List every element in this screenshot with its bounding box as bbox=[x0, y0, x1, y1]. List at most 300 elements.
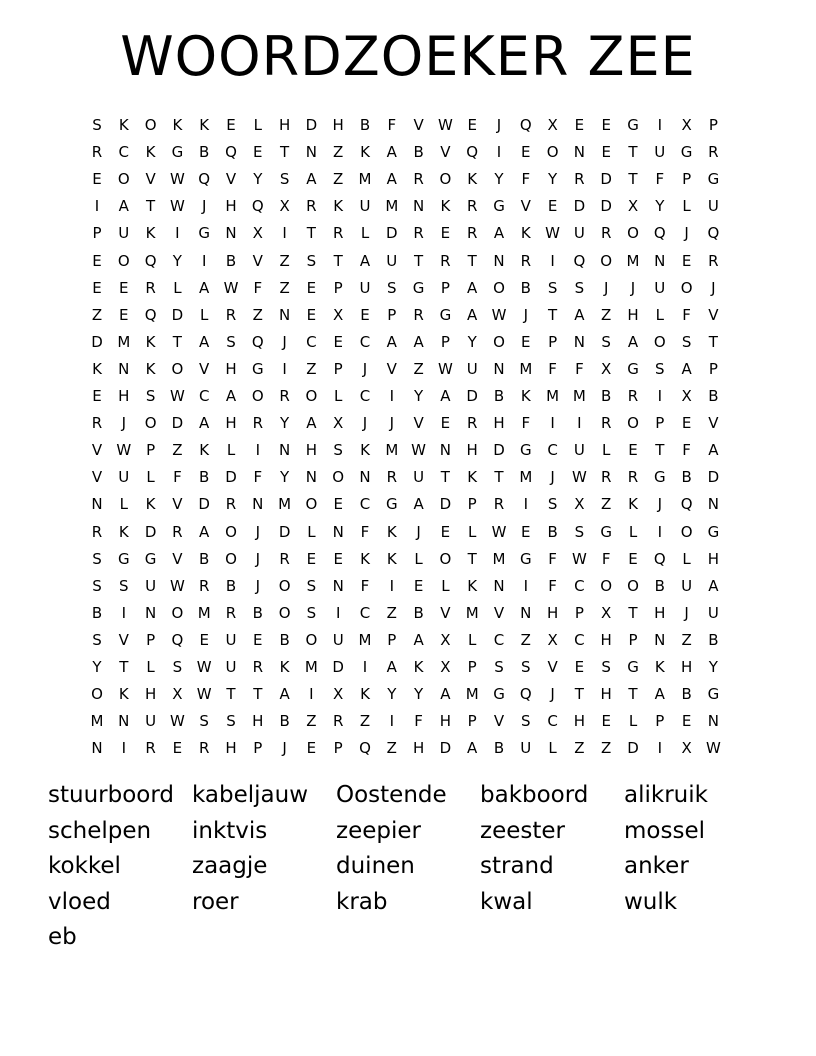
grid-letter[interactable]: N bbox=[118, 359, 130, 378]
grid-letter[interactable]: J bbox=[362, 414, 368, 433]
grid-letter[interactable]: E bbox=[306, 549, 317, 568]
grid-letter[interactable]: L bbox=[628, 522, 638, 541]
grid-letter[interactable]: K bbox=[145, 143, 156, 162]
grid-letter[interactable]: O bbox=[251, 387, 264, 405]
grid-letter[interactable]: O bbox=[680, 278, 693, 297]
grid-letter[interactable]: Q bbox=[144, 251, 157, 270]
grid-letter[interactable]: S bbox=[226, 332, 236, 351]
grid-letter[interactable]: S bbox=[306, 603, 317, 622]
grid-letter[interactable]: B bbox=[413, 603, 424, 622]
grid-letter[interactable]: P bbox=[146, 441, 156, 460]
grid-letter[interactable]: X bbox=[440, 658, 451, 676]
grid-letter[interactable]: H bbox=[225, 414, 237, 433]
grid-letter[interactable]: S bbox=[279, 170, 290, 189]
grid-letter[interactable]: O bbox=[144, 116, 157, 134]
grid-letter[interactable]: E bbox=[601, 116, 611, 134]
grid-letter[interactable]: B bbox=[708, 387, 719, 405]
grid-letter[interactable]: I bbox=[121, 603, 127, 622]
grid-letter[interactable]: G bbox=[519, 549, 532, 568]
grid-letter[interactable]: N bbox=[278, 305, 291, 324]
grid-letter[interactable]: R bbox=[574, 170, 585, 189]
grid-letter[interactable]: P bbox=[574, 603, 584, 622]
grid-letter[interactable]: J bbox=[362, 359, 368, 378]
grid-letter[interactable]: O bbox=[493, 332, 505, 351]
grid-letter[interactable]: X bbox=[279, 197, 290, 216]
grid-letter[interactable]: A bbox=[386, 143, 397, 162]
grid-letter[interactable]: W bbox=[116, 441, 132, 460]
grid-letter[interactable]: G bbox=[707, 685, 720, 704]
grid-letter[interactable]: P bbox=[467, 658, 477, 676]
grid-letter[interactable]: H bbox=[627, 305, 639, 324]
grid-letter[interactable]: G bbox=[707, 170, 720, 189]
grid-letter[interactable]: V bbox=[547, 658, 558, 676]
grid-letter[interactable]: A bbox=[413, 630, 424, 649]
grid-letter[interactable]: P bbox=[387, 630, 397, 649]
grid-letter[interactable]: E bbox=[253, 143, 263, 162]
grid-letter[interactable]: F bbox=[682, 441, 691, 460]
grid-letter[interactable]: A bbox=[199, 522, 210, 541]
grid-letter[interactable]: K bbox=[360, 549, 370, 568]
grid-letter[interactable]: A bbox=[467, 278, 478, 297]
grid-letter[interactable]: A bbox=[413, 495, 424, 514]
grid-letter[interactable]: I bbox=[121, 739, 127, 758]
grid-letter[interactable]: Q bbox=[198, 170, 211, 189]
grid-letter[interactable]: R bbox=[198, 576, 210, 595]
grid-letter[interactable]: Y bbox=[414, 387, 424, 405]
grid-letter[interactable]: J bbox=[550, 468, 555, 487]
grid-letter[interactable]: R bbox=[91, 414, 103, 433]
grid-letter[interactable]: W bbox=[571, 549, 587, 568]
grid-letter[interactable]: L bbox=[628, 712, 638, 731]
grid-letter[interactable]: Q bbox=[653, 549, 666, 568]
grid-letter[interactable]: G bbox=[412, 278, 425, 297]
grid-letter[interactable]: F bbox=[655, 170, 665, 189]
grid-letter[interactable]: X bbox=[333, 305, 344, 324]
grid-letter[interactable]: Z bbox=[601, 495, 612, 514]
grid-letter[interactable]: I bbox=[657, 522, 663, 541]
grid-letter[interactable]: I bbox=[523, 576, 529, 595]
grid-letter[interactable]: R bbox=[466, 414, 478, 433]
grid-letter[interactable]: J bbox=[630, 278, 636, 297]
grid-letter[interactable]: R bbox=[600, 224, 612, 243]
grid-letter[interactable]: T bbox=[655, 441, 665, 460]
grid-letter[interactable]: T bbox=[414, 251, 424, 270]
grid-letter[interactable]: G bbox=[117, 549, 130, 568]
grid-letter[interactable]: A bbox=[199, 332, 210, 351]
grid-letter[interactable]: K bbox=[467, 468, 478, 487]
grid-letter[interactable]: T bbox=[628, 603, 638, 622]
grid-letter[interactable]: Z bbox=[359, 712, 371, 731]
grid-letter[interactable]: F bbox=[253, 278, 263, 297]
grid-letter[interactable]: I bbox=[255, 441, 261, 460]
grid-letter[interactable]: Z bbox=[279, 278, 290, 297]
grid-letter[interactable]: A bbox=[413, 332, 424, 351]
grid-letter[interactable]: Z bbox=[601, 739, 612, 758]
grid-letter[interactable]: O bbox=[171, 603, 184, 622]
grid-letter[interactable]: R bbox=[225, 305, 237, 324]
grid-letter[interactable]: U bbox=[118, 224, 130, 243]
grid-letter[interactable]: U bbox=[654, 278, 666, 297]
grid-letter[interactable]: F bbox=[253, 468, 263, 487]
grid-letter[interactable]: H bbox=[573, 712, 586, 731]
grid-letter[interactable]: R bbox=[627, 387, 639, 405]
grid-letter[interactable]: N bbox=[493, 251, 505, 270]
grid-letter[interactable]: N bbox=[412, 197, 425, 216]
grid-letter[interactable]: J bbox=[416, 522, 421, 541]
grid-letter[interactable]: W bbox=[491, 522, 507, 541]
grid-letter[interactable]: A bbox=[440, 685, 451, 704]
grid-letter[interactable]: P bbox=[92, 224, 102, 243]
grid-letter[interactable]: X bbox=[252, 224, 263, 243]
grid-letter[interactable]: N bbox=[707, 712, 719, 731]
grid-letter[interactable]: W bbox=[223, 278, 239, 297]
grid-letter[interactable]: E bbox=[306, 278, 317, 297]
grid-letter[interactable]: E bbox=[521, 522, 531, 541]
grid-letter[interactable]: Z bbox=[91, 305, 103, 324]
grid-letter[interactable]: O bbox=[171, 359, 184, 378]
grid-letter[interactable]: K bbox=[360, 143, 370, 162]
grid-letter[interactable]: Q bbox=[251, 332, 264, 351]
grid-letter[interactable]: S bbox=[681, 332, 692, 351]
grid-letter[interactable]: Z bbox=[520, 630, 531, 649]
grid-letter[interactable]: E bbox=[628, 441, 638, 460]
grid-letter[interactable]: U bbox=[654, 143, 666, 162]
grid-letter[interactable]: F bbox=[575, 359, 584, 378]
grid-letter[interactable]: K bbox=[467, 576, 478, 595]
grid-letter[interactable]: D bbox=[171, 414, 184, 433]
grid-letter[interactable]: R bbox=[493, 495, 505, 514]
grid-letter[interactable]: S bbox=[226, 712, 236, 731]
grid-letter[interactable]: R bbox=[332, 224, 344, 243]
grid-letter[interactable]: C bbox=[118, 143, 130, 162]
grid-letter[interactable]: J bbox=[684, 224, 689, 243]
grid-letter[interactable]: R bbox=[386, 468, 398, 487]
grid-letter[interactable]: K bbox=[333, 197, 344, 216]
grid-letter[interactable]: U bbox=[520, 739, 532, 758]
grid-letter[interactable]: C bbox=[359, 495, 371, 514]
grid-letter[interactable]: A bbox=[386, 658, 397, 676]
grid-letter[interactable]: G bbox=[198, 224, 210, 243]
grid-letter[interactable]: H bbox=[118, 387, 130, 405]
grid-letter[interactable]: J bbox=[711, 278, 716, 297]
grid-letter[interactable]: G bbox=[680, 143, 693, 162]
grid-letter[interactable]: P bbox=[467, 495, 477, 514]
grid-letter[interactable]: H bbox=[439, 712, 452, 731]
grid-letter[interactable]: I bbox=[282, 359, 287, 378]
grid-letter[interactable]: S bbox=[521, 658, 531, 676]
grid-letter[interactable]: U bbox=[573, 224, 585, 243]
grid-letter[interactable]: I bbox=[657, 739, 663, 758]
grid-letter[interactable]: T bbox=[226, 685, 236, 704]
grid-letter[interactable]: P bbox=[682, 170, 692, 189]
grid-letter[interactable]: D bbox=[171, 305, 184, 324]
grid-letter[interactable]: R bbox=[225, 603, 237, 622]
grid-letter[interactable]: M bbox=[519, 359, 533, 378]
grid-letter[interactable]: Y bbox=[172, 251, 182, 270]
grid-letter[interactable]: C bbox=[359, 387, 371, 405]
grid-letter[interactable]: P bbox=[548, 332, 558, 351]
grid-letter[interactable]: I bbox=[657, 116, 663, 134]
grid-letter[interactable]: F bbox=[548, 359, 557, 378]
grid-letter[interactable]: S bbox=[547, 495, 558, 514]
grid-letter[interactable]: M bbox=[117, 332, 131, 351]
grid-letter[interactable]: O bbox=[332, 468, 345, 487]
grid-letter[interactable]: V bbox=[225, 170, 237, 189]
grid-letter[interactable]: N bbox=[91, 739, 103, 758]
grid-letter[interactable]: F bbox=[521, 170, 531, 189]
grid-letter[interactable]: A bbox=[440, 387, 451, 405]
grid-letter[interactable]: P bbox=[333, 739, 343, 758]
grid-letter[interactable]: I bbox=[362, 658, 368, 676]
grid-letter[interactable]: U bbox=[386, 251, 398, 270]
grid-letter[interactable]: W bbox=[571, 468, 587, 487]
grid-letter[interactable]: O bbox=[439, 170, 452, 189]
grid-letter[interactable]: A bbox=[708, 441, 719, 460]
grid-letter[interactable]: D bbox=[198, 495, 210, 514]
grid-letter[interactable]: X bbox=[333, 685, 344, 704]
grid-letter[interactable]: I bbox=[657, 387, 663, 405]
grid-letter[interactable]: Z bbox=[306, 359, 317, 378]
grid-letter[interactable]: K bbox=[145, 359, 156, 378]
grid-letter[interactable]: R bbox=[466, 197, 478, 216]
grid-letter[interactable]: M bbox=[465, 603, 479, 622]
grid-letter[interactable]: Q bbox=[653, 224, 666, 243]
grid-letter[interactable]: F bbox=[387, 116, 397, 134]
grid-letter[interactable]: K bbox=[118, 522, 129, 541]
grid-letter[interactable]: O bbox=[546, 143, 559, 162]
grid-letter[interactable]: F bbox=[360, 576, 370, 595]
grid-letter[interactable]: I bbox=[201, 251, 207, 270]
grid-letter[interactable]: I bbox=[389, 576, 395, 595]
grid-letter[interactable]: B bbox=[681, 685, 692, 704]
grid-letter[interactable]: U bbox=[573, 441, 585, 460]
grid-letter[interactable]: X bbox=[547, 630, 558, 649]
grid-letter[interactable]: M bbox=[197, 603, 211, 622]
grid-letter[interactable]: H bbox=[600, 685, 612, 704]
grid-letter[interactable]: V bbox=[440, 603, 451, 622]
grid-letter[interactable]: N bbox=[118, 712, 130, 731]
grid-letter[interactable]: K bbox=[628, 495, 638, 514]
grid-letter[interactable]: D bbox=[600, 197, 612, 216]
grid-letter[interactable]: L bbox=[226, 441, 236, 460]
grid-letter[interactable]: V bbox=[145, 170, 156, 189]
grid-letter[interactable]: N bbox=[654, 251, 666, 270]
grid-letter[interactable]: F bbox=[521, 414, 531, 433]
grid-letter[interactable]: R bbox=[332, 712, 344, 731]
grid-letter[interactable]: R bbox=[466, 224, 478, 243]
grid-letter[interactable]: E bbox=[119, 305, 129, 324]
grid-letter[interactable]: G bbox=[493, 197, 505, 216]
grid-letter[interactable]: R bbox=[145, 739, 156, 758]
grid-letter[interactable]: H bbox=[680, 658, 693, 676]
grid-letter[interactable]: T bbox=[146, 197, 156, 216]
grid-letter[interactable]: T bbox=[467, 251, 477, 270]
grid-letter[interactable]: H bbox=[144, 685, 157, 704]
grid-letter[interactable]: Z bbox=[681, 630, 692, 649]
grid-letter[interactable]: A bbox=[306, 414, 317, 433]
grid-letter[interactable]: W bbox=[545, 224, 561, 243]
grid-letter[interactable]: H bbox=[305, 441, 318, 460]
grid-letter[interactable]: B bbox=[413, 143, 424, 162]
grid-letter[interactable]: S bbox=[601, 332, 611, 351]
grid-letter[interactable]: R bbox=[91, 143, 103, 162]
grid-letter[interactable]: G bbox=[144, 549, 157, 568]
grid-letter[interactable]: S bbox=[387, 278, 397, 297]
grid-letter[interactable]: F bbox=[682, 305, 691, 324]
grid-letter[interactable]: N bbox=[91, 495, 103, 514]
grid-letter[interactable]: O bbox=[117, 170, 130, 189]
grid-letter[interactable]: T bbox=[628, 143, 638, 162]
grid-letter[interactable]: B bbox=[225, 251, 237, 270]
grid-letter[interactable]: D bbox=[439, 495, 452, 514]
grid-letter[interactable]: C bbox=[306, 332, 317, 351]
grid-letter[interactable]: A bbox=[359, 251, 371, 270]
grid-letter[interactable]: T bbox=[306, 224, 316, 243]
grid-letter[interactable]: A bbox=[199, 414, 210, 433]
grid-letter[interactable]: D bbox=[144, 522, 157, 541]
grid-letter[interactable]: D bbox=[305, 116, 318, 134]
grid-letter[interactable]: T bbox=[628, 170, 638, 189]
grid-letter[interactable]: E bbox=[601, 712, 611, 731]
grid-letter[interactable]: S bbox=[655, 359, 665, 378]
grid-letter[interactable]: A bbox=[118, 197, 129, 216]
grid-letter[interactable]: L bbox=[173, 278, 182, 297]
grid-letter[interactable]: D bbox=[386, 224, 398, 243]
grid-letter[interactable]: R bbox=[413, 224, 424, 243]
grid-letter[interactable]: M bbox=[358, 630, 372, 649]
grid-letter[interactable]: B bbox=[199, 549, 210, 568]
grid-letter[interactable]: E bbox=[92, 251, 102, 270]
grid-letter[interactable]: B bbox=[601, 387, 612, 405]
grid-letter[interactable]: T bbox=[467, 549, 477, 568]
grid-letter[interactable]: H bbox=[466, 441, 478, 460]
grid-letter[interactable]: Y bbox=[280, 414, 290, 433]
grid-letter[interactable]: E bbox=[333, 495, 343, 514]
grid-letter[interactable]: O bbox=[439, 549, 452, 568]
grid-letter[interactable]: I bbox=[175, 224, 180, 243]
grid-letter[interactable]: D bbox=[573, 197, 586, 216]
grid-letter[interactable]: Q bbox=[251, 197, 264, 216]
grid-letter[interactable]: K bbox=[386, 522, 397, 541]
grid-letter[interactable]: J bbox=[523, 305, 529, 324]
grid-letter[interactable]: W bbox=[169, 170, 185, 189]
grid-letter[interactable]: S bbox=[92, 549, 102, 568]
grid-letter[interactable]: L bbox=[468, 522, 477, 541]
grid-letter[interactable]: P bbox=[655, 414, 665, 433]
grid-letter[interactable]: I bbox=[496, 143, 502, 162]
grid-letter[interactable]: S bbox=[172, 658, 183, 676]
grid-letter[interactable]: K bbox=[360, 441, 370, 460]
grid-letter[interactable]: O bbox=[305, 387, 318, 405]
grid-letter[interactable]: O bbox=[627, 576, 639, 595]
grid-letter[interactable]: V bbox=[708, 414, 719, 433]
grid-letter[interactable]: I bbox=[94, 197, 100, 216]
grid-letter[interactable]: E bbox=[253, 630, 263, 649]
grid-letter[interactable]: M bbox=[465, 685, 479, 704]
grid-letter[interactable]: Z bbox=[386, 739, 397, 758]
grid-letter[interactable]: L bbox=[146, 658, 155, 676]
grid-letter[interactable]: E bbox=[521, 332, 531, 351]
grid-letter[interactable]: E bbox=[306, 305, 317, 324]
grid-letter[interactable]: I bbox=[523, 495, 529, 514]
grid-letter[interactable]: U bbox=[118, 468, 130, 487]
grid-letter[interactable]: H bbox=[654, 603, 666, 622]
grid-letter[interactable]: O bbox=[305, 495, 318, 514]
grid-letter[interactable]: E bbox=[681, 414, 692, 433]
grid-letter[interactable]: V bbox=[91, 441, 103, 460]
grid-letter[interactable]: L bbox=[682, 549, 691, 568]
grid-letter[interactable]: V bbox=[118, 630, 129, 649]
grid-letter[interactable]: E bbox=[440, 414, 451, 433]
grid-letter[interactable]: K bbox=[413, 658, 424, 676]
grid-letter[interactable]: P bbox=[440, 278, 450, 297]
grid-letter[interactable]: H bbox=[546, 603, 559, 622]
grid-letter[interactable]: E bbox=[574, 658, 585, 676]
grid-letter[interactable]: H bbox=[412, 739, 425, 758]
grid-letter[interactable]: S bbox=[92, 116, 102, 134]
grid-letter[interactable]: B bbox=[547, 522, 558, 541]
grid-letter[interactable]: O bbox=[225, 522, 237, 541]
grid-letter[interactable]: V bbox=[386, 359, 397, 378]
grid-letter[interactable]: R bbox=[225, 495, 237, 514]
grid-letter[interactable]: M bbox=[385, 441, 399, 460]
grid-letter[interactable]: Z bbox=[386, 603, 397, 622]
grid-letter[interactable]: S bbox=[306, 576, 317, 595]
grid-letter[interactable]: A bbox=[708, 576, 719, 595]
grid-letter[interactable]: N bbox=[305, 468, 317, 487]
grid-letter[interactable]: M bbox=[572, 387, 586, 405]
grid-letter[interactable]: O bbox=[680, 522, 693, 541]
grid-letter[interactable]: M bbox=[304, 658, 318, 676]
grid-letter[interactable]: S bbox=[574, 278, 585, 297]
grid-letter[interactable]: Z bbox=[413, 359, 424, 378]
grid-letter[interactable]: N bbox=[493, 359, 505, 378]
grid-letter[interactable]: D bbox=[225, 468, 237, 487]
grid-letter[interactable]: I bbox=[389, 387, 395, 405]
grid-letter[interactable]: B bbox=[199, 143, 210, 162]
grid-letter[interactable]: U bbox=[145, 712, 157, 731]
grid-letter[interactable]: E bbox=[199, 630, 209, 649]
grid-letter[interactable]: O bbox=[91, 685, 103, 704]
grid-letter[interactable]: Q bbox=[359, 739, 371, 758]
grid-letter[interactable]: S bbox=[521, 712, 531, 731]
grid-letter[interactable]: G bbox=[600, 522, 612, 541]
grid-letter[interactable]: C bbox=[574, 576, 585, 595]
grid-letter[interactable]: T bbox=[333, 251, 343, 270]
grid-letter[interactable]: J bbox=[550, 685, 555, 704]
grid-letter[interactable]: A bbox=[199, 278, 210, 297]
grid-letter[interactable]: R bbox=[279, 387, 290, 405]
grid-letter[interactable]: N bbox=[439, 441, 451, 460]
grid-letter[interactable]: R bbox=[252, 658, 264, 676]
grid-letter[interactable]: S bbox=[306, 251, 317, 270]
grid-letter[interactable]: E bbox=[547, 197, 558, 216]
grid-letter[interactable]: D bbox=[439, 739, 452, 758]
grid-letter[interactable]: X bbox=[681, 739, 692, 758]
grid-letter[interactable]: W bbox=[491, 305, 507, 324]
grid-letter[interactable]: K bbox=[118, 116, 129, 134]
grid-letter[interactable]: W bbox=[169, 576, 185, 595]
grid-letter[interactable]: P bbox=[387, 305, 397, 324]
grid-letter[interactable]: R bbox=[600, 414, 612, 433]
grid-letter[interactable]: E bbox=[440, 522, 451, 541]
grid-letter[interactable]: T bbox=[119, 658, 129, 676]
grid-letter[interactable]: K bbox=[145, 224, 156, 243]
grid-letter[interactable]: R bbox=[520, 251, 532, 270]
grid-letter[interactable]: T bbox=[253, 685, 263, 704]
grid-letter[interactable]: J bbox=[255, 522, 261, 541]
grid-letter[interactable]: F bbox=[548, 576, 557, 595]
